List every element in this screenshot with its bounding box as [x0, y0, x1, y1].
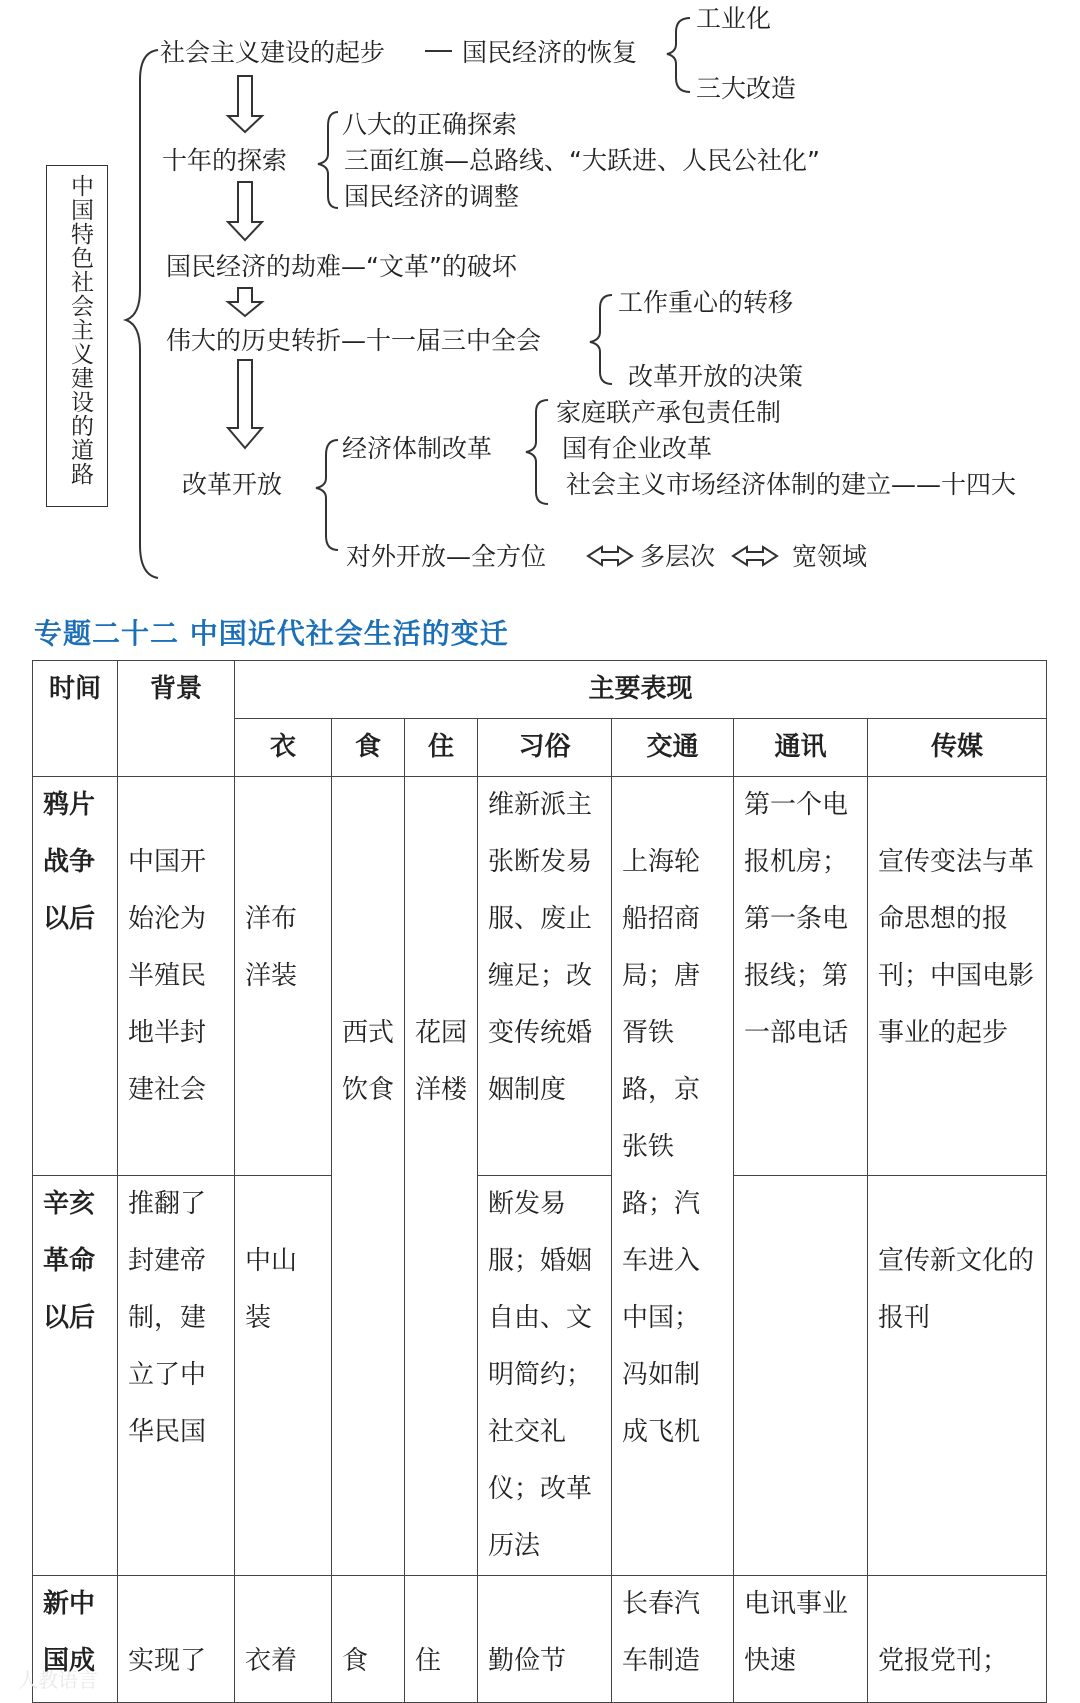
row3-media: 党报党刊；: [868, 1576, 1047, 1703]
brace-recovery: [667, 18, 690, 92]
node-three-flags: 三面红旗—总路线、“大跃进、人民公社化”: [344, 146, 820, 175]
header-custom: 习俗: [478, 719, 612, 777]
node-eighth-congress: 八大的正确探索: [342, 110, 518, 139]
node-reform-decision: 改革开放的决策: [628, 362, 804, 391]
header-media: 传媒: [868, 719, 1047, 777]
side-label: 中国特色社会主义建设的道路: [67, 174, 93, 486]
node-multi-level: 多层次: [640, 542, 716, 571]
topic-title: 专题二十二 中国近代社会生活的变迁: [34, 617, 509, 650]
brace-econ: [526, 400, 548, 504]
node-ten-years: 十年的探索: [162, 146, 288, 175]
social-life-table: [32, 660, 1047, 1703]
row3-telecom: 电讯事业快速: [734, 1576, 868, 1703]
row2-cloth: 中山装: [235, 1176, 332, 1576]
row2-media: 宣传新文化的报刊: [868, 1176, 1047, 1576]
node-wide-field: 宽领域: [792, 542, 868, 571]
node-market: 社会主义市场经济体制的建立——十四大: [566, 470, 1017, 499]
header-main: 主要表现: [235, 661, 1047, 719]
row1-background: 中国开始沦为半殖民地半封建社会: [118, 777, 235, 1176]
node-start: 社会主义建设的起步: [160, 38, 386, 67]
row3-time: 新中国成: [33, 1576, 118, 1703]
header-housing: 住: [405, 719, 478, 777]
brace-turning: [590, 295, 612, 384]
node-soe: 国有企业改革: [562, 434, 713, 463]
node-turning-point: 伟大的历史转折—十一届三中全会: [166, 326, 542, 355]
node-focus-shift: 工作重心的转移: [618, 288, 794, 317]
row3-food: 食: [332, 1576, 405, 1703]
row1-media: 宣传变法与革命思想的报刊；中国电影事业的起步: [868, 777, 1047, 1176]
node-recovery: 国民经济的恢复: [462, 38, 638, 67]
side-label-box: [46, 165, 108, 507]
down-arrow-3: [228, 288, 262, 316]
double-arrow-1: [588, 547, 632, 565]
node-opening-prefix: 对外开放—全方位: [346, 542, 547, 571]
header-telecom: 通讯: [734, 719, 868, 777]
diagram-lines: [0, 0, 1080, 600]
row12-transport: 上海轮船招商局；唐胥铁路，京张铁路；汽车进入中国；冯如制成飞机: [612, 777, 734, 1576]
down-arrow-4: [228, 360, 262, 448]
row3-custom: 勤俭节: [478, 1576, 612, 1703]
row2-custom: 断发易服；婚姻自由、文明简约；社交礼仪；改革历法: [478, 1176, 612, 1576]
node-industrial: 工业化: [696, 4, 772, 33]
row1-time: 鸦片战争以后: [33, 777, 118, 1176]
row1-custom: 维新派主张断发易服、废止缠足；改变传统婚姻制度: [478, 777, 612, 1176]
brace-ten-years: [318, 112, 338, 208]
row12-housing: 花园洋楼: [405, 777, 478, 1576]
double-arrow-2: [733, 547, 777, 565]
down-arrow-1: [228, 76, 262, 132]
row3-background: 实现了: [118, 1576, 235, 1703]
row3-transport: 长春汽车制造: [612, 1576, 734, 1703]
row2-telecom: [734, 1176, 868, 1576]
node-three-reforms: 三大改造: [696, 74, 797, 103]
header-transport: 交通: [612, 719, 734, 777]
header-time: 时间: [33, 661, 118, 777]
node-household: 家庭联产承包责任制: [556, 398, 782, 427]
row1-telecom: 第一个电报机房；第一条电报线；第一部电话: [734, 777, 868, 1176]
row1-cloth: 洋布洋装: [235, 777, 332, 1176]
header-background: 背景: [118, 661, 235, 777]
header-food: 食: [332, 719, 405, 777]
down-arrow-2: [228, 182, 262, 240]
node-reform-opening: 改革开放: [182, 470, 283, 499]
row2-time: 辛亥革命以后: [33, 1176, 118, 1576]
row3-cloth: 衣着: [235, 1576, 332, 1703]
row12-food: 西式饮食: [332, 777, 405, 1576]
header-cloth: 衣: [235, 719, 332, 777]
row2-background: 推翻了封建帝制，建立了中华民国: [118, 1176, 235, 1576]
watermark: 人教语言: [18, 1668, 98, 1692]
node-calamity: 国民经济的劫难—“文革”的破坏: [166, 252, 517, 281]
row3-housing: 住: [405, 1576, 478, 1703]
node-econ-reform: 经济体制改革: [342, 434, 493, 463]
node-adjustment: 国民经济的调整: [344, 182, 520, 211]
brace-reform: [316, 440, 338, 550]
main-brace: [126, 50, 158, 578]
